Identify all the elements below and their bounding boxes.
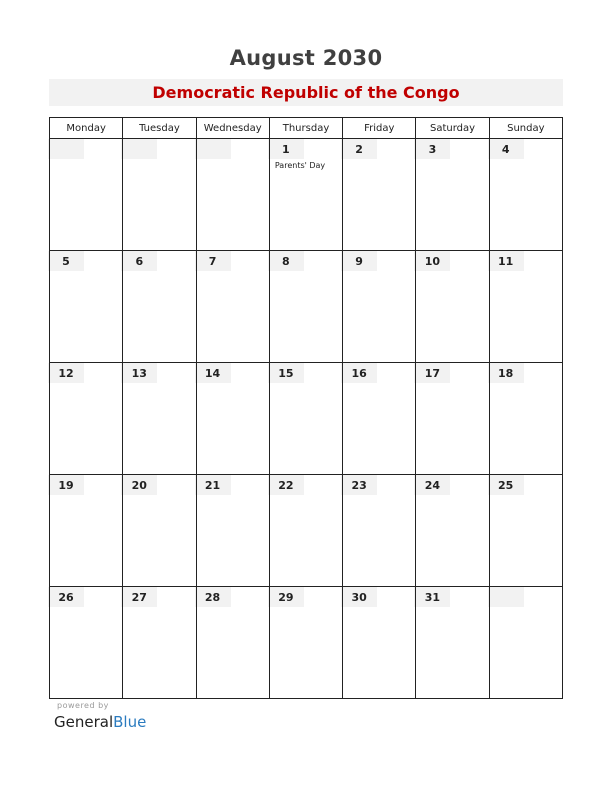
day-cell bbox=[196, 363, 269, 475]
day-cell bbox=[123, 363, 196, 475]
day-cell bbox=[50, 251, 123, 363]
day-cell bbox=[343, 587, 416, 699]
weekday-wednesday: Wednesday bbox=[196, 118, 269, 139]
holiday-label: Parents' Day bbox=[274, 161, 326, 170]
country-banner: Democratic Republic of the Congo bbox=[49, 79, 563, 106]
weekday-thursday: Thursday bbox=[269, 118, 342, 139]
day-number: 29 bbox=[268, 587, 304, 607]
day-cell bbox=[123, 251, 196, 363]
day-number: 4 bbox=[488, 139, 524, 159]
day-number: 5 bbox=[48, 251, 84, 271]
day-number: 12 bbox=[48, 363, 84, 383]
day-number bbox=[195, 139, 231, 159]
day-number: 16 bbox=[341, 363, 377, 383]
week-row bbox=[50, 363, 563, 475]
weekday-saturday: Saturday bbox=[416, 118, 489, 139]
weekday-header-row bbox=[50, 118, 563, 139]
day-cell bbox=[489, 587, 562, 699]
week-row bbox=[50, 587, 563, 699]
week-row bbox=[50, 475, 563, 587]
day-cell bbox=[269, 139, 342, 251]
day-number: 22 bbox=[268, 475, 304, 495]
day-cell bbox=[343, 363, 416, 475]
day-number: 2 bbox=[341, 139, 377, 159]
day-cell bbox=[123, 475, 196, 587]
day-cell bbox=[196, 139, 269, 251]
day-number bbox=[121, 139, 157, 159]
calendar-grid bbox=[49, 117, 563, 699]
weekday-monday: Monday bbox=[50, 118, 123, 139]
day-cell bbox=[269, 363, 342, 475]
calendar-title: August 2030 bbox=[229, 46, 383, 70]
day-number bbox=[488, 587, 524, 607]
day-cell bbox=[50, 139, 123, 251]
day-number: 10 bbox=[414, 251, 450, 271]
day-number: 19 bbox=[48, 475, 84, 495]
day-number: 1 bbox=[268, 139, 304, 159]
day-number: 13 bbox=[121, 363, 157, 383]
day-cell bbox=[489, 139, 562, 251]
day-number: 6 bbox=[121, 251, 157, 271]
week-row bbox=[50, 139, 563, 251]
generalblue-logo[interactable] bbox=[54, 713, 146, 731]
brand-blue-text: Blue bbox=[113, 713, 147, 731]
day-number: 23 bbox=[341, 475, 377, 495]
day-cell bbox=[269, 251, 342, 363]
day-cell bbox=[343, 475, 416, 587]
day-number: 27 bbox=[121, 587, 157, 607]
day-number: 3 bbox=[414, 139, 450, 159]
day-cell bbox=[489, 475, 562, 587]
day-number: 7 bbox=[195, 251, 231, 271]
day-cell bbox=[196, 587, 269, 699]
day-cell bbox=[343, 251, 416, 363]
day-number: 24 bbox=[414, 475, 450, 495]
weekday-friday: Friday bbox=[343, 118, 416, 139]
day-cell bbox=[196, 251, 269, 363]
day-cell bbox=[416, 251, 489, 363]
day-number: 9 bbox=[341, 251, 377, 271]
day-number: 30 bbox=[341, 587, 377, 607]
day-number: 21 bbox=[195, 475, 231, 495]
weekday-tuesday: Tuesday bbox=[123, 118, 196, 139]
day-cell bbox=[196, 475, 269, 587]
day-cell bbox=[50, 475, 123, 587]
brand-general-text: General bbox=[54, 713, 114, 731]
day-cell bbox=[123, 139, 196, 251]
day-cell bbox=[50, 363, 123, 475]
day-number: 28 bbox=[195, 587, 231, 607]
day-cell bbox=[269, 475, 342, 587]
day-number: 11 bbox=[488, 251, 524, 271]
day-number: 8 bbox=[268, 251, 304, 271]
day-number: 31 bbox=[414, 587, 450, 607]
weekday-sunday: Sunday bbox=[489, 118, 562, 139]
day-number: 25 bbox=[488, 475, 524, 495]
day-cell bbox=[416, 139, 489, 251]
day-number: 14 bbox=[195, 363, 231, 383]
day-number: 18 bbox=[488, 363, 524, 383]
day-number: 26 bbox=[48, 587, 84, 607]
day-cell bbox=[416, 587, 489, 699]
day-cell bbox=[489, 363, 562, 475]
day-number: 17 bbox=[414, 363, 450, 383]
day-number: 15 bbox=[268, 363, 304, 383]
day-cell bbox=[489, 251, 562, 363]
day-cell bbox=[269, 587, 342, 699]
day-cell bbox=[343, 139, 416, 251]
day-number bbox=[48, 139, 84, 159]
week-row bbox=[50, 251, 563, 363]
powered-by-label: powered by bbox=[57, 701, 109, 710]
day-cell bbox=[416, 475, 489, 587]
day-number: 20 bbox=[121, 475, 157, 495]
day-cell bbox=[123, 587, 196, 699]
day-cell bbox=[416, 363, 489, 475]
day-cell bbox=[50, 587, 123, 699]
